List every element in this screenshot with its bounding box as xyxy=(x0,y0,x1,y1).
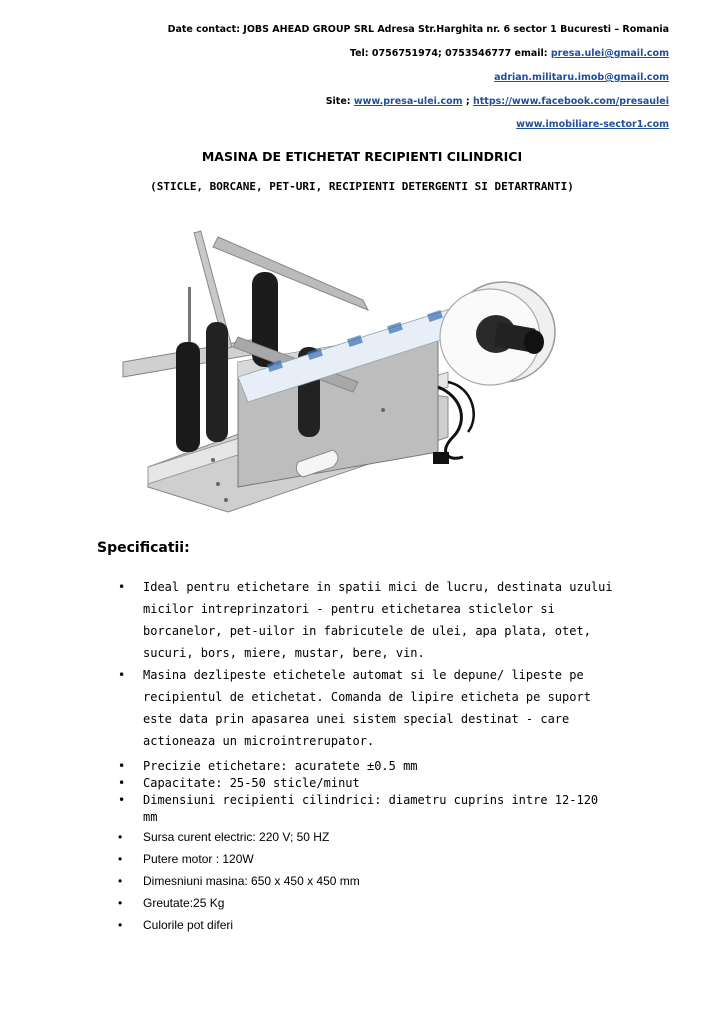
specifications-list xyxy=(118,576,618,936)
list-item: • Putere motor : 120W xyxy=(118,848,618,870)
page-title: MASINA DE ETICHETAT RECIPIENTI CILINDRICI xyxy=(201,149,523,164)
page-subtitle: (STICLE, BORCANE, PET-URI, RECIPIENTI DETERGENTI SI DETARTRANTI) xyxy=(150,180,574,193)
list-item: • Capacitate: 25-50 sticle/minut xyxy=(118,775,618,792)
header-site3 xyxy=(516,119,669,130)
specifications-heading: Specificatii: xyxy=(97,540,190,556)
email-link-1[interactable]: presa.ulei@gmail.com xyxy=(550,48,669,59)
list-item: • Culorile pot diferi xyxy=(118,914,618,936)
header-tel: Tel: 0756751974; 0753546777 email: xyxy=(349,48,551,59)
list-item: • Dimensiuni recipienti cilindrici: diametru cuprins intre 12-120 mm xyxy=(118,792,618,826)
list-item: • Dimesniuni masina: 650 x 450 x 450 mm xyxy=(118,870,618,892)
site-separator: ; xyxy=(462,96,473,107)
list-item: • Masina dezlipeste etichetele automat si le depune/ lipeste pe recipientul de etichetat. Comanda de lipire eticheta pe suport este data prin apasarea unei sistem special destinat - care actioneaza un microintrerupator. xyxy=(118,664,618,752)
site-link-2[interactable]: https://www.facebook.com/presaulei xyxy=(472,96,669,107)
header-email2 xyxy=(494,72,669,83)
site-label: Site: xyxy=(325,96,354,107)
site-link-1[interactable]: www.presa-ulei.com xyxy=(353,96,463,107)
list-item: • Sursa curent electric: 220 V; 50 HZ xyxy=(118,826,618,848)
machine-photo xyxy=(118,222,563,522)
list-item: • Ideal pentru etichetare in spatii mici de lucru, destinata uzului micilor intreprinzatori - pentru etichetarea sticlelor si borcanelor, pet-uilor in fabricutele de ulei, apa plata, otet, sucuri, bors, miere, mustar, bere, vin. xyxy=(118,576,618,664)
list-item: • Greutate:25 Kg xyxy=(118,892,618,914)
header-address: Date contact: JOBS AHEAD GROUP SRL Adresa Str.Harghita nr. 6 sector 1 Bucuresti – Romania xyxy=(167,24,669,35)
labeling-machine-illustration xyxy=(123,231,555,512)
header-contact xyxy=(350,48,669,59)
site-link-3[interactable]: www.imobiliare-sector1.com xyxy=(516,119,669,130)
list-item: • Precizie etichetare: acuratete ±0.5 mm xyxy=(118,758,618,775)
header-sites xyxy=(326,96,669,107)
email-link-2[interactable]: adrian.militaru.imob@gmail.com xyxy=(494,72,669,83)
